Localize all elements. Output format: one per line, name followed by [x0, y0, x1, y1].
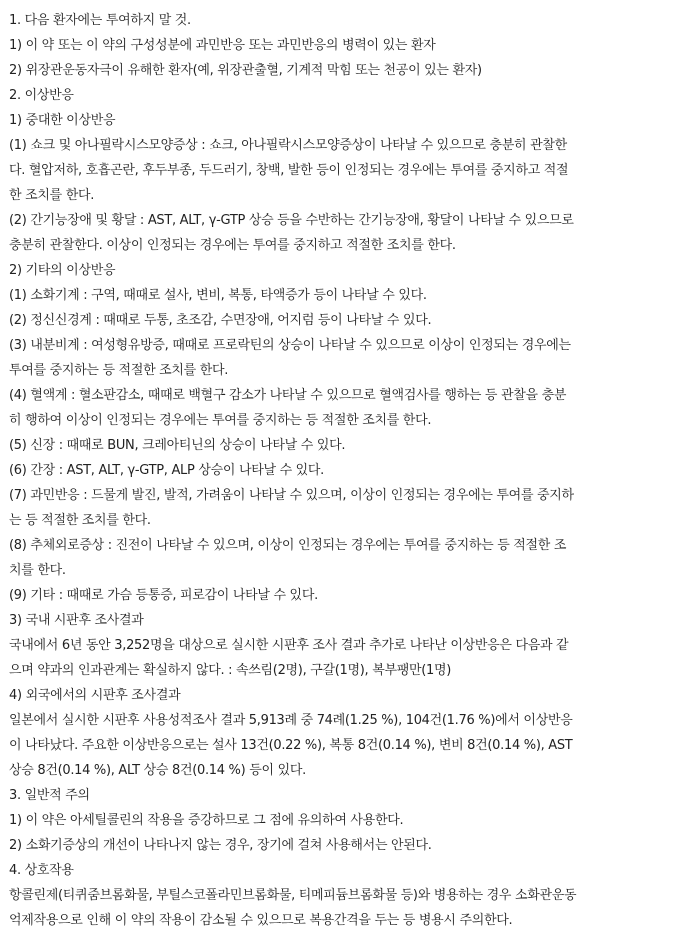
text-line: 2) 기타의 이상반응 — [9, 263, 116, 278]
text-line: 는 등 적절한 조치를 한다. — [9, 513, 151, 528]
text-line: 으며 약과의 인과관계는 확실하지 않다. : 속쓰림(2명), 구갈(1명), 복부팽만(1명) — [9, 663, 452, 678]
text-line: (2) 간기능장애 및 황달 : AST, ALT, γ-GTP 상승 등을 수반하는 간기능장애, 황달이 나타날 수 있으므로 — [9, 213, 574, 228]
text-line: 국내에서 6년 동안 3,252명을 대상으로 실시한 시판후 조사 결과 추가로 나타난 이상반응은 다음과 같 — [9, 638, 569, 653]
text-line: (2) 정신신경계 : 때때로 두통, 초조감, 수면장애, 어지럼 등이 나타날 수 있다. — [9, 313, 432, 328]
text-line: (3) 내분비계 : 여성형유방증, 때때로 프로락틴의 상승이 나타날 수 있으므로 이상이 인정되는 경우에는 — [9, 338, 571, 353]
text-line: 히 행하여 이상이 인정되는 경우에는 투여를 중지하는 등 적절한 조치를 한다. — [9, 413, 432, 428]
text-line: 억제작용으로 인해 이 약의 작용이 감소될 수 있으므로 복용간격을 두는 등 병용시 주의한다. — [9, 913, 513, 928]
text-line: 1) 이 약 또는 이 약의 구성성분에 과민반응 또는 과민반응의 병력이 있는 환자 — [9, 38, 436, 53]
text-line: 2. 이상반응 — [9, 88, 74, 103]
text-line: 3) 국내 시판후 조사결과 — [9, 613, 144, 628]
text-line: 항콜린제(티퀴줌브롬화물, 부틸스코폴라민브롬화물, 티메피듐브롬화물 등)와 병용하는 경우 소화관운동 — [9, 888, 577, 903]
text-line: 일본에서 실시한 시판후 사용성적조사 결과 5,913례 중 74례(1.25 %), 104건(1.76 %)에서 이상반응 — [9, 713, 573, 728]
text-line: 4) 외국에서의 시판후 조사결과 — [9, 688, 181, 703]
text-line: 다. 혈압저하, 호흡곤란, 후두부종, 두드러기, 창백, 발한 등이 인정되는 경우에는 투여를 중지하고 적절 — [9, 163, 569, 178]
text-line: (5) 신장 : 때때로 BUN, 크레아티닌의 상승이 나타날 수 있다. — [9, 438, 346, 453]
text-line: 1) 이 약은 아세틸콜린의 작용을 증강하므로 그 점에 유의하여 사용한다. — [9, 813, 404, 828]
text-line: (1) 쇼크 및 아나필락시스모양증상 : 쇼크, 아나필락시스모양증상이 나타날 수 있으므로 충분히 관찰한 — [9, 138, 567, 153]
text-line: 1. 다음 환자에는 투여하지 말 것. — [9, 13, 191, 28]
text-line: 투여를 중지하는 등 적절한 조치를 한다. — [9, 363, 229, 378]
text-line: 이 나타났다. 주요한 이상반응으로는 설사 13건(0.22 %), 복통 8건(0.14 %), 변비 8건(0.14 %), AST — [9, 738, 573, 753]
drug-label-document — [9, 8, 673, 933]
text-line: (8) 추체외로증상 : 진전이 나타날 수 있으며, 이상이 인정되는 경우에는 투여를 중지하는 등 적절한 조 — [9, 538, 567, 553]
text-line: (4) 혈액계 : 혈소판감소, 때때로 백혈구 감소가 나타날 수 있으므로 혈액검사를 행하는 등 관찰을 충분 — [9, 388, 567, 403]
text-line: 3. 일반적 주의 — [9, 788, 90, 803]
text-line: 치를 한다. — [9, 563, 66, 578]
text-line: (6) 간장 : AST, ALT, γ-GTP, ALP 상승이 나타날 수 있다. — [9, 463, 325, 478]
text-line: (1) 소화기계 : 구역, 때때로 설사, 변비, 복통, 타액증가 등이 나타날 수 있다. — [9, 288, 427, 303]
text-line: 1) 중대한 이상반응 — [9, 113, 116, 128]
text-line: (9) 기타 : 때때로 가슴 등통증, 피로감이 나타날 수 있다. — [9, 588, 318, 603]
text-line: (7) 과민반응 : 드물게 발진, 발적, 가려움이 나타날 수 있으며, 이상이 인정되는 경우에는 투여를 중지하 — [9, 488, 574, 503]
text-line: 4. 상호작용 — [9, 863, 74, 878]
text-line: 한 조치를 한다. — [9, 188, 95, 203]
text-line: 상승 8건(0.14 %), ALT 상승 8건(0.14 %) 등이 있다. — [9, 763, 306, 778]
text-line: 2) 소화기증상의 개선이 나타나지 않는 경우, 장기에 걸쳐 사용해서는 안된다. — [9, 838, 432, 853]
text-line: 충분히 관찰한다. 이상이 인정되는 경우에는 투여를 중지하고 적절한 조치를 한다. — [9, 238, 456, 253]
text-line: 2) 위장관운동자극이 유해한 환자(예, 위장관출혈, 기계적 막힘 또는 천공이 있는 환자) — [9, 63, 482, 78]
